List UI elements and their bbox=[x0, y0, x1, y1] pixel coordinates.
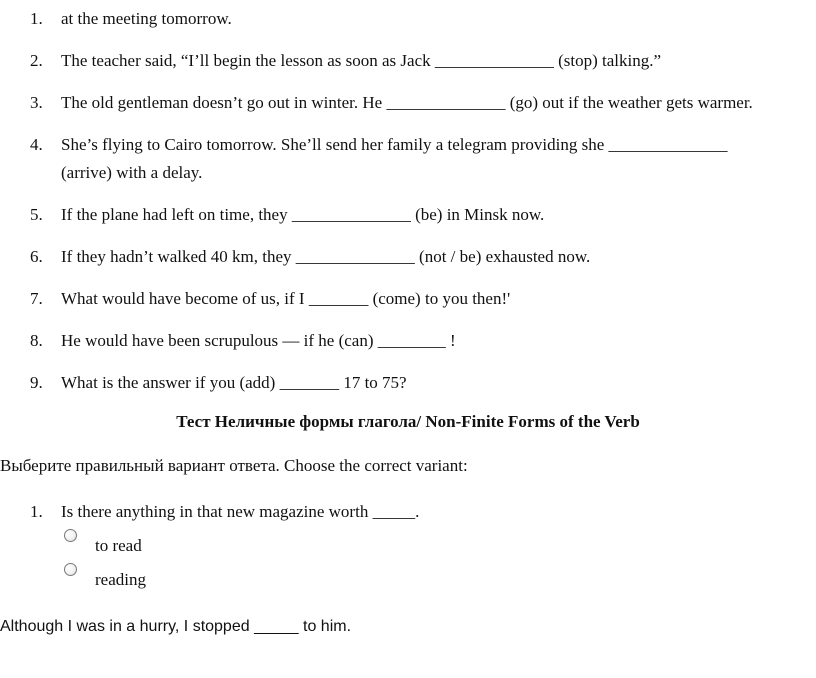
item-number: 2. bbox=[30, 51, 43, 70]
radio-option-to-read[interactable] bbox=[64, 529, 77, 542]
item-text-continued: (arrive) with a delay. bbox=[61, 163, 203, 182]
item-number: 1. bbox=[30, 9, 43, 28]
item-number: 4. bbox=[30, 135, 43, 154]
item-text: at the meeting tomorrow. bbox=[61, 9, 232, 28]
item-text: What would have become of us, if I _______ (come) to you then!' bbox=[61, 289, 511, 308]
next-question-text: Although I was in a hurry, I stopped _____ to him. bbox=[0, 618, 352, 635]
instruction-text: Выберите правильный вариант ответа. Choose the correct variant: bbox=[0, 456, 468, 475]
question-number: 1. bbox=[30, 502, 43, 521]
item-text: He would have been scrupulous — if he (can) ________ ! bbox=[61, 331, 456, 350]
test-heading: Тест Неличные формы глагола/ Non-Finite Forms of the Verb bbox=[176, 412, 640, 431]
item-text: She’s flying to Cairo tomorrow. She’ll send her family a telegram providing she ______________ bbox=[61, 135, 728, 154]
item-text: If they hadn’t walked 40 km, they ______________ (not / be) exhausted now. bbox=[61, 247, 591, 266]
item-text: The teacher said, “I’ll begin the lesson as soon as Jack ______________ (stop) talking.” bbox=[61, 51, 662, 70]
item-number: 5. bbox=[30, 205, 43, 224]
question-text: Is there anything in that new magazine worth _____. bbox=[61, 502, 420, 521]
radio-option-reading[interactable] bbox=[64, 563, 77, 576]
item-number: 7. bbox=[30, 289, 43, 308]
item-number: 6. bbox=[30, 247, 43, 266]
item-number: 3. bbox=[30, 93, 43, 112]
item-number: 9. bbox=[30, 373, 43, 392]
item-text: What is the answer if you (add) _______ 17 to 75? bbox=[61, 373, 407, 392]
item-text: If the plane had left on time, they ______________ (be) in Minsk now. bbox=[61, 205, 545, 224]
item-text: The old gentleman doesn’t go out in winter. He ______________ (go) out if the weather gets warmer. bbox=[61, 93, 753, 112]
option-label-reading: reading bbox=[95, 570, 146, 589]
item-number: 8. bbox=[30, 331, 43, 350]
option-label-to-read: to read bbox=[95, 536, 142, 555]
